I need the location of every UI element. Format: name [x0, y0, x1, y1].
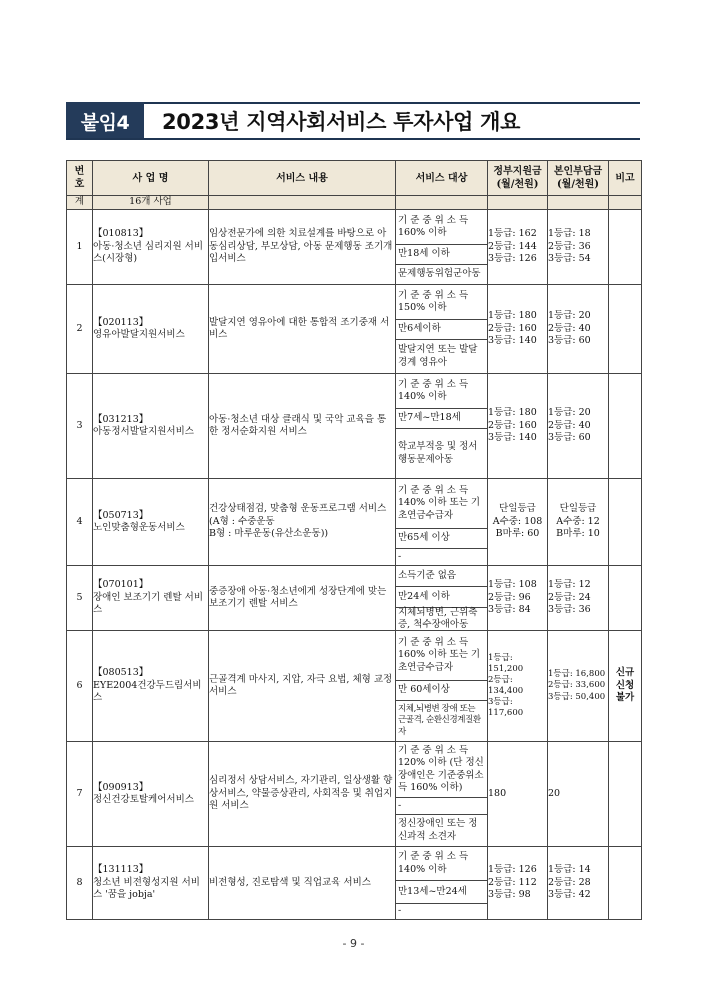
service-target-list [396, 374, 487, 478]
program-name: 정신건강토탈케어서비스 [93, 794, 194, 805]
remark [609, 847, 642, 920]
service-target-item: 만65세 이상 [396, 529, 487, 549]
gov-support-line: 3등급: 140 [488, 432, 537, 444]
self-pay-line: 3등급: 36 [548, 604, 591, 616]
total-count: 16개 사업 [93, 196, 209, 210]
service-target-item: 만18세 이하 [396, 245, 487, 265]
program-name: 청소년 비전형성지원 서비스 '꿈을 jobja' [93, 876, 200, 901]
gov-support-amounts [488, 374, 548, 479]
table-row [67, 566, 642, 631]
remark [609, 285, 642, 374]
gov-support-line: 1등급: 108 [488, 579, 537, 591]
self-pay-amounts [548, 742, 609, 847]
program-code: 【080513】 [93, 667, 149, 679]
row-number: 8 [67, 847, 93, 920]
gov-support-line: 1등급: 151,200 [488, 652, 524, 674]
service-target-item: 학교부적응 및 정서 행동문제아동 [398, 441, 478, 465]
program-table [66, 160, 642, 920]
program-name: 장애인 보조기기 렌탈 서비스 [93, 591, 204, 616]
service-target-cell [396, 566, 488, 631]
service-content-line: (A형 : 수중운동 [209, 515, 275, 527]
service-target-list [396, 742, 487, 846]
table-row [67, 847, 642, 920]
service-target-item: 기 준 중 위 소 득 120% 이하 (단 정신장애인은 기준중위소득 160% 이하) [396, 742, 487, 798]
service-target-cell [396, 847, 488, 920]
service-target-item: 소득기준 없음 [396, 566, 487, 587]
table-row [67, 285, 642, 374]
gov-support-line: 1등급: 180 [488, 310, 537, 322]
service-target-cell [396, 210, 488, 285]
service-content: 아동·청소년 대상 클래식 및 국악 교육을 통한 정서순화지원 서비스 [209, 374, 396, 479]
table-row [67, 479, 642, 566]
program-name: 영유아발달지원서비스 [93, 329, 185, 340]
gov-support-line: 단일등급 [499, 503, 536, 515]
program-code: 【020113】 [93, 316, 149, 328]
program-name-cell [93, 210, 209, 285]
total-row [67, 196, 642, 210]
service-target-list [396, 847, 487, 919]
program-code: 【070101】 [93, 579, 149, 591]
self-pay-line: 2등급: 40 [548, 322, 591, 334]
self-pay-line: 3등급: 50,400 [548, 691, 606, 702]
self-pay-line: 3등급: 60 [548, 432, 591, 444]
service-content: 심리정서 상담서비스, 자기관리, 일상생활 향상서비스, 약물증상관리, 사회적응 및 취업지원 서비스 [209, 742, 396, 847]
self-pay-amounts [548, 631, 609, 742]
page-number: - 9 - [342, 937, 365, 950]
program-code: 【031213】 [93, 413, 149, 425]
program-name-cell [93, 566, 209, 631]
gov-support-amounts [488, 847, 548, 920]
gov-support-line: 1등급: 162 [488, 228, 537, 240]
service-target-item: 발달지연 또는 발달 경계 영유아 [398, 344, 478, 368]
service-target-item: 지체,뇌병변 장애 또는 근골격, 순환신경계질환자 [398, 704, 481, 737]
program-name-cell [93, 742, 209, 847]
self-pay-amounts [548, 374, 609, 479]
table-row [67, 374, 642, 479]
program-name-cell [93, 374, 209, 479]
page-title: 2023년 지역사회서비스 투자사업 개요 [162, 110, 521, 134]
self-pay-line: 3등급: 60 [548, 335, 591, 347]
table-header-row [67, 161, 642, 196]
service-target-item: 만 60세이상 [396, 681, 487, 701]
service-target-cell [396, 631, 488, 742]
self-pay-amounts [548, 285, 609, 374]
header-gov-support: 정부지원금 (월/천원) [488, 161, 548, 196]
service-target-list [396, 285, 487, 373]
remark [609, 742, 642, 847]
service-target-cell [396, 479, 488, 566]
gov-support-line: 2등급: 160 [488, 322, 537, 334]
service-target-cell [396, 742, 488, 847]
program-code: 【050713】 [93, 509, 149, 521]
gov-support-line: 3등급: 98 [488, 889, 531, 901]
program-code: 【010813】 [93, 228, 149, 240]
service-content: 발달지연 영유아에 대한 통합적 조기중재 서비스 [209, 285, 396, 374]
gov-support-line: 1등급: 126 [488, 864, 537, 876]
self-pay-line: 1등급: 16,800 [548, 669, 606, 680]
row-number: 1 [67, 210, 93, 285]
program-name-cell [93, 285, 209, 374]
gov-support-line: A수중: 108 [492, 515, 543, 527]
table-row [67, 210, 642, 285]
gov-support-line: 3등급: 126 [488, 253, 537, 265]
self-pay-line: 1등급: 18 [548, 228, 591, 240]
row-number: 4 [67, 479, 93, 566]
self-pay-line: 2등급: 36 [548, 240, 591, 252]
service-target-item: - [398, 905, 402, 917]
gov-support-line: 3등급: 84 [488, 604, 531, 616]
program-name: 아동·청소년 심리지원 서비스(시장형) [93, 240, 204, 265]
service-target-item: 만7세~만18세 [396, 409, 487, 429]
total-empty [209, 196, 396, 210]
self-pay-line: 1등급: 14 [548, 864, 591, 876]
service-content: 근골격계 마사지, 지압, 자극 요법, 체형 교정 서비스 [209, 631, 396, 742]
service-content: 임상전문가에 의한 치료설계를 바탕으로 아동심리상담, 부모상담, 아동 문제행동 조기개입서비스 [209, 210, 396, 285]
header-bottom-rule [66, 138, 640, 140]
program-name-cell [93, 479, 209, 566]
service-target-item: 기 준 중 위 소 득 140% 이하 [396, 847, 487, 881]
self-pay-line: 3등급: 54 [548, 253, 591, 265]
row-number: 6 [67, 631, 93, 742]
service-target-item: 만13세~만24세 [396, 881, 487, 904]
self-pay-line: B마루: 10 [556, 528, 600, 540]
self-pay-line: 1등급: 20 [548, 407, 591, 419]
total-empty [609, 196, 642, 210]
row-number: 7 [67, 742, 93, 847]
gov-support-amounts [488, 479, 548, 566]
service-content: 비전형성, 진로탐색 및 직업교육 서비스 [209, 847, 396, 920]
service-target-item: 만24세 이하 [396, 587, 487, 608]
row-number: 5 [67, 566, 93, 631]
header-target: 서비스 대상 [396, 161, 488, 196]
service-target-item: 기 준 중 위 소 득 160% 이하 [396, 210, 487, 245]
gov-support-line: 3등급: 140 [488, 335, 537, 347]
gov-support-line: 2등급: 96 [488, 591, 531, 603]
service-target-list [396, 479, 487, 565]
service-target-item: 기 준 중 위 소 득 150% 이하 [396, 285, 487, 320]
self-pay-line: 20 [548, 787, 561, 799]
total-empty [488, 196, 548, 210]
gov-support-line: 3등급: 117,600 [488, 697, 524, 719]
self-pay-amounts [548, 210, 609, 285]
program-name: 노인맞춤형운동서비스 [93, 522, 185, 533]
gov-support-amounts [488, 742, 548, 847]
service-target-item: 지체뇌병변, 근위축증, 척수장애아동 [398, 606, 478, 630]
self-pay-line: 1등급: 12 [548, 579, 591, 591]
gov-support-line: 2등급: 160 [488, 419, 537, 431]
service-target-item: 만6세이하 [396, 320, 487, 340]
self-pay-amounts [548, 479, 609, 566]
self-pay-line: 3등급: 42 [548, 889, 591, 901]
program-code: 【090913】 [93, 781, 149, 793]
header-no: 번 호 [67, 161, 93, 196]
program-code: 【131113】 [93, 864, 149, 876]
self-pay-line: A수중: 12 [556, 515, 600, 527]
remark [609, 374, 642, 479]
remark [609, 479, 642, 566]
remark [609, 566, 642, 631]
service-target-item: - [398, 550, 402, 562]
total-empty [548, 196, 609, 210]
program-name-cell [93, 631, 209, 742]
service-content-line: 건강상태점검, 맞춤형 운동프로그램 서비스 [209, 503, 387, 515]
self-pay-line: 2등급: 33,600 [548, 680, 606, 691]
remark [609, 210, 642, 285]
gov-support-amounts [488, 566, 548, 631]
gov-support-amounts [488, 285, 548, 374]
self-pay-line: 2등급: 28 [548, 876, 591, 888]
gov-support-line: 2등급: 134,400 [488, 674, 524, 696]
remark: 신규 신청 불가 [609, 631, 642, 742]
service-target-list [396, 566, 487, 630]
header-self-pay: 본인부담금 (월/천원) [548, 161, 609, 196]
header-content: 서비스 내용 [209, 161, 396, 196]
header-remark: 비고 [609, 161, 642, 196]
service-target-item: 기 준 중 위 소 득 140% 이하 [396, 374, 487, 409]
service-target-item: 문제행동위험군아동 [398, 268, 481, 280]
service-target-item: - [396, 798, 487, 815]
gov-support-amounts [488, 210, 548, 285]
service-target-list [396, 631, 487, 741]
self-pay-line: 1등급: 20 [548, 310, 591, 322]
self-pay-amounts [548, 847, 609, 920]
self-pay-line: 2등급: 24 [548, 591, 591, 603]
total-empty [396, 196, 488, 210]
table-row [67, 631, 642, 742]
service-target-item: 기 준 중 위 소 득 160% 이하 또는 기초연금수급자 [396, 631, 487, 681]
service-content-line: B형 : 마루운동(유산소운동)) [209, 528, 329, 540]
page-header [66, 100, 640, 140]
row-number: 3 [67, 374, 93, 479]
program-name: EYE2004건강두드림서비스 [93, 679, 202, 704]
row-number: 2 [67, 285, 93, 374]
total-label: 계 [67, 196, 93, 210]
self-pay-line: 2등급: 40 [548, 419, 591, 431]
gov-support-line: 180 [488, 787, 507, 799]
gov-support-line: 2등급: 112 [488, 876, 537, 888]
service-target-item: 정신장애인 또는 정신과적 소견자 [398, 818, 478, 842]
gov-support-amounts [488, 631, 548, 742]
service-content [209, 479, 396, 566]
program-name-cell [93, 847, 209, 920]
service-target-cell [396, 285, 488, 374]
service-content: 중증장애 아동·청소년에게 성장단계에 맞는 보조기기 렌탈 서비스 [209, 566, 396, 631]
gov-support-line: 2등급: 144 [488, 240, 537, 252]
header-name: 사 업 명 [93, 161, 209, 196]
service-target-list [396, 210, 487, 284]
gov-support-line: 1등급: 180 [488, 407, 537, 419]
table-row [67, 742, 642, 847]
service-target-cell [396, 374, 488, 479]
self-pay-line: 단일등급 [559, 503, 597, 515]
self-pay-amounts [548, 566, 609, 631]
program-name: 아동정서발달지원서비스 [93, 426, 194, 437]
gov-support-line: B마루: 60 [495, 528, 540, 540]
attachment-badge: 붙임4 [66, 102, 144, 140]
service-target-item: 기 준 중 위 소 득 140% 이하 또는 기초연금수급자 [396, 479, 487, 529]
